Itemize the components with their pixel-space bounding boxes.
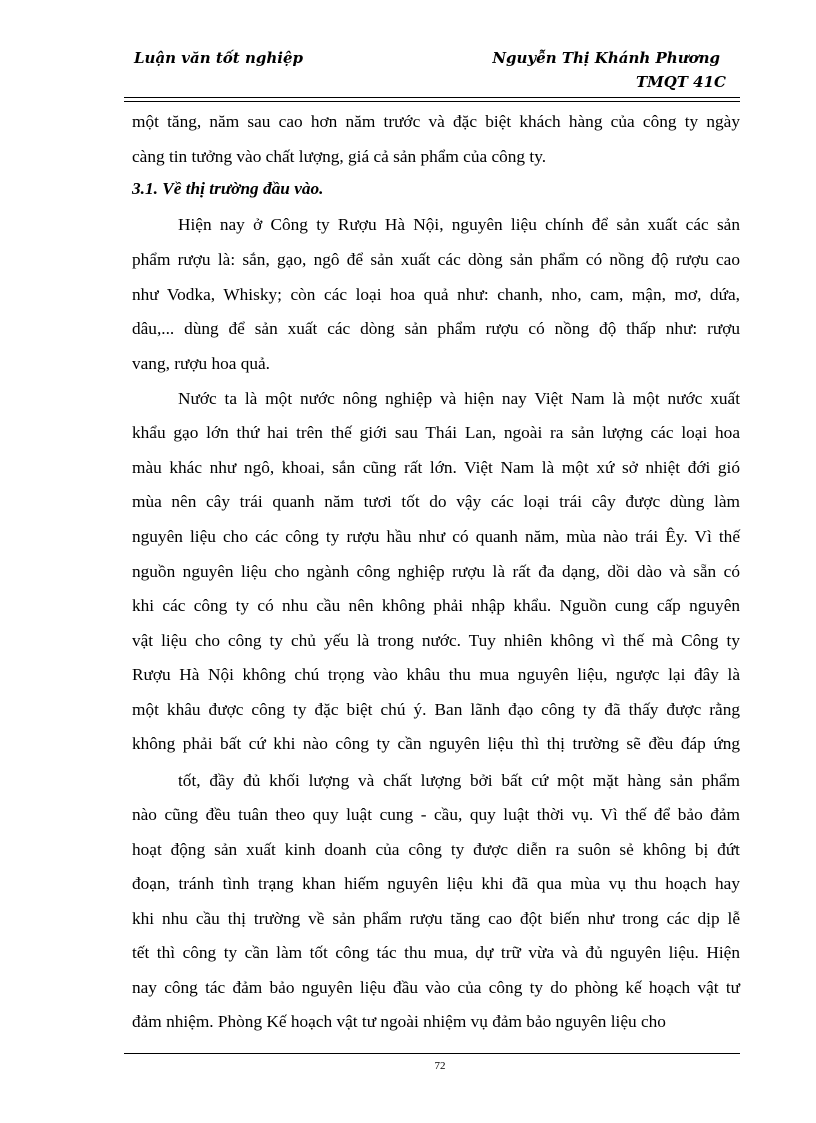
body-line: khẩu gạo lớn thứ hai trên thế giới sau Thái Lan, ngoài ra sản lượng các loại hoa	[132, 423, 740, 442]
header-class-code: TMQT 41C	[635, 73, 726, 91]
header-thesis-label: Luận văn tốt nghiệp	[134, 49, 303, 67]
body-line: càng tin tưởng vào chất lượng, giá cả sản phẩm của công ty.	[132, 147, 547, 166]
body-line: hoạt động sản xuất kinh doanh của công ty được diễn ra suôn sẻ không bị đứt	[132, 840, 740, 859]
body-line: nào cũng đều tuân theo quy luật cung - cầu, quy luật thời vụ. Vì thế để bảo đảm	[132, 805, 740, 824]
body-line: dâu,... dùng để sản xuất các dòng sản phẩm rượu có nồng độ thấp như: rượu	[132, 319, 740, 338]
body-line: không phải bất cứ khi nào công ty cần nguyên liệu thì thị trường sẽ đều đáp ứng	[132, 734, 740, 753]
body-line: Nước ta là một nước nông nghiệp và hiện nay Việt Nam là một nước xuất	[178, 389, 740, 408]
body-line: khi nhu cầu thị trường về sản phẩm rượu tăng cao đột biến như trong các dịp lễ	[132, 909, 740, 928]
header-rule-thin	[124, 101, 740, 102]
body-line: nay công tác đảm bảo nguyên liệu đầu vào của công ty do phòng kế hoạch vật tư	[132, 978, 740, 997]
body-line: phẩm rượu là: sắn, gạo, ngô để sản xuất các dòng sản phẩm có nồng độ rượu cao	[132, 250, 740, 269]
body-line: Rượu Hà Nội không chú trọng vào khâu thu mua nguyên liệu, ngược lại đây là	[132, 665, 740, 684]
body-line: vật liệu cho công ty chủ yếu là trong nước. Tuy nhiên không vì thế mà Công ty	[132, 631, 740, 650]
body-line: đảm nhiệm. Phòng Kế hoạch vật tư ngoài nhiệm vụ đảm bảo nguyên liệu cho	[132, 1012, 666, 1031]
body-line: tốt, đầy đủ khối lượng và chất lượng bởi bất cứ một mặt hàng sản phẩm	[178, 771, 740, 790]
body-line: tết thì công ty cần làm tốt công tác thu mua, dự trữ vừa và đủ nguyên liệu. Hiện	[132, 943, 740, 962]
body-line: nguồn nguyên liệu cho ngành công nghiệp rượu là rất đa dạng, dồi dào và sẵn có	[132, 562, 740, 581]
body-line: như Vodka, Whisky; còn các loại hoa quả như: chanh, nho, cam, mận, mơ, dứa,	[132, 285, 740, 304]
body-line: một khâu được công ty đặc biệt chú ý. Ban lãnh đạo công ty đã thấy được rằng	[132, 700, 740, 719]
header-author-name: Nguyễn Thị Khánh Phương	[492, 49, 720, 67]
header-rule-thick	[124, 97, 740, 98]
body-line: một tăng, năm sau cao hơn năm trước và đặc biệt khách hàng của công ty ngày	[132, 112, 740, 131]
body-line: vang, rượu hoa quả.	[132, 354, 270, 373]
section-heading: 3.1. Về thị trường đầu vào.	[132, 179, 324, 198]
body-line: khi các công ty có nhu cầu nên không phải nhập khẩu. Nguồn cung cấp nguyên	[132, 596, 740, 615]
body-line: mùa nên cây trái quanh năm tươi tốt do vậy các loại trái cây được dùng làm	[132, 492, 740, 511]
footer-rule	[124, 1053, 740, 1054]
body-line: màu khác như ngô, khoai, sắn cũng rất lớn. Việt Nam là một xứ sở nhiệt đới gió	[132, 458, 740, 477]
page-number: 72	[434, 1060, 446, 1072]
body-line: nguyên liệu cho các công ty rượu hầu như có quanh năm, mùa nào trái Êy. Vì thế	[132, 527, 740, 546]
body-line: Hiện nay ở Công ty Rượu Hà Nội, nguyên liệu chính để sản xuất các sản	[178, 215, 740, 234]
body-line: đoạn, tránh tình trạng khan hiếm nguyên liệu khi đã qua mùa vụ thu hoạch hay	[132, 874, 740, 893]
